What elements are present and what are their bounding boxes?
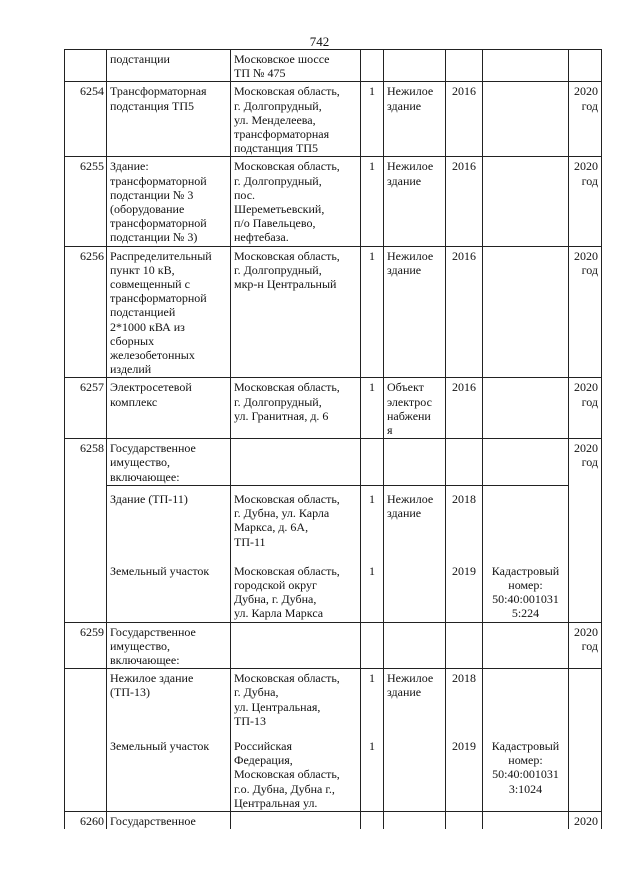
object-year: 2019: [446, 729, 483, 812]
object-note: [483, 246, 569, 378]
object-year: 2018: [446, 485, 483, 549]
object-name: Распределительный пункт 10 кВ, совмещенный с трансформаторной подстанцией 2*1000 кВА из сборных железобетонных изделий: [107, 246, 231, 378]
table-row: [65, 50, 602, 82]
object-note: [483, 82, 569, 157]
table-row: [65, 811, 602, 829]
table-row: [65, 669, 602, 729]
object-year: [446, 50, 483, 82]
object-address: Московская область, г. Дубна, ул. Карла Маркса, д. 6А, ТП-11: [231, 485, 361, 549]
table-row: [65, 82, 602, 157]
object-note: Кадастровый номер: 50:40:001031 3:1024: [483, 729, 569, 812]
object-note: [483, 378, 569, 439]
object-end-year: 2020 год: [569, 622, 602, 669]
object-end-year: 2020 год: [569, 157, 602, 246]
table-row: [65, 246, 602, 378]
object-name: Здание: трансформаторной подстанции № 3 (оборудование трансформаторной подстанции № 3): [107, 157, 231, 246]
object-name: Электросетевой комплекс: [107, 378, 231, 439]
group-row-6258: [65, 439, 602, 486]
object-name: Земельный участок: [107, 729, 231, 812]
object-address: Московское шоссе ТП № 475: [231, 50, 361, 82]
page-number: 742: [309, 34, 330, 49]
object-address: Российская Федерация, Московская область, г.о. Дубна, Дубна г., Центральная ул.: [231, 729, 361, 812]
row-number: 6256: [65, 246, 107, 378]
table-row: [65, 729, 602, 812]
object-year: 2016: [446, 378, 483, 439]
object-quantity: 1: [361, 729, 384, 812]
row-number: [65, 50, 107, 82]
table-row: [65, 378, 602, 439]
table-row: [65, 485, 602, 549]
object-year: 2016: [446, 246, 483, 378]
group-row-6259: [65, 622, 602, 669]
row-number: 6258: [65, 439, 107, 622]
object-type: Нежилое здание: [384, 669, 446, 729]
row-number: 6259: [65, 622, 107, 669]
object-quantity: 1: [361, 246, 384, 378]
object-type: Нежилое здание: [384, 157, 446, 246]
object-address: Московская область, г. Долгопрудный, ул. Гранитная, д. 6: [231, 378, 361, 439]
object-note: [483, 157, 569, 246]
object-quantity: 1: [361, 669, 384, 729]
row-number: 6254: [65, 82, 107, 157]
object-type: [384, 729, 446, 812]
object-end-year: [569, 50, 602, 82]
object-type: Нежилое здание: [384, 246, 446, 378]
object-name: Нежилое здание (ТП-13): [107, 669, 231, 729]
object-address: Московская область, г. Долгопрудный, мкр-н Центральный: [231, 246, 361, 378]
object-name: Трансформаторная подстанция ТП5: [107, 82, 231, 157]
object-type: Объект электрос набжени я: [384, 378, 446, 439]
object-address: Московская область, г. Долгопрудный, ул. Менделеева, трансформаторная подстанция ТП5: [231, 82, 361, 157]
object-note: Кадастровый номер: 50:40:001031 5:224: [483, 550, 569, 622]
table-row: [65, 157, 602, 246]
object-name: Земельный участок: [107, 550, 231, 622]
object-quantity: 1: [361, 82, 384, 157]
object-quantity: 1: [361, 485, 384, 549]
object-end-year: 2020 год: [569, 246, 602, 378]
row-number: 6260: [65, 811, 107, 829]
object-note: [483, 669, 569, 729]
object-address: Московская область, г. Долгопрудный, пос. Шереметьевский, п/о Павельцево, нефтебаза.: [231, 157, 361, 246]
object-name: подстанции: [107, 50, 231, 82]
object-end-year: 2020: [569, 811, 602, 829]
object-quantity: 1: [361, 550, 384, 622]
object-note: [483, 50, 569, 82]
object-quantity: 1: [361, 378, 384, 439]
object-end-year: 2020 год: [569, 378, 602, 439]
object-year: 2018: [446, 669, 483, 729]
object-name: Здание (ТП-11): [107, 485, 231, 549]
object-name: Государственное: [107, 811, 231, 829]
object-quantity: [361, 50, 384, 82]
object-year: 2016: [446, 82, 483, 157]
property-register-table: [64, 49, 602, 829]
object-end-year: 2020 год: [569, 82, 602, 157]
object-type: Нежилое здание: [384, 485, 446, 549]
object-year: 2016: [446, 157, 483, 246]
row-number: 6255: [65, 157, 107, 246]
object-address: Московская область, г. Дубна, ул. Центральная, ТП-13: [231, 669, 361, 729]
table-row: [65, 550, 602, 622]
object-quantity: 1: [361, 157, 384, 246]
row-number: 6257: [65, 378, 107, 439]
object-address: Московская область, городской округ Дубна, г. Дубна, ул. Карла Маркса: [231, 550, 361, 622]
object-note: [483, 485, 569, 549]
object-type: [384, 550, 446, 622]
group-header: Государственное имущество, включающее:: [107, 439, 231, 486]
object-type: [384, 50, 446, 82]
group-header: Государственное имущество, включающее:: [107, 622, 231, 669]
object-type: Нежилое здание: [384, 82, 446, 157]
object-year: 2019: [446, 550, 483, 622]
object-end-year: 2020 год: [569, 439, 602, 622]
